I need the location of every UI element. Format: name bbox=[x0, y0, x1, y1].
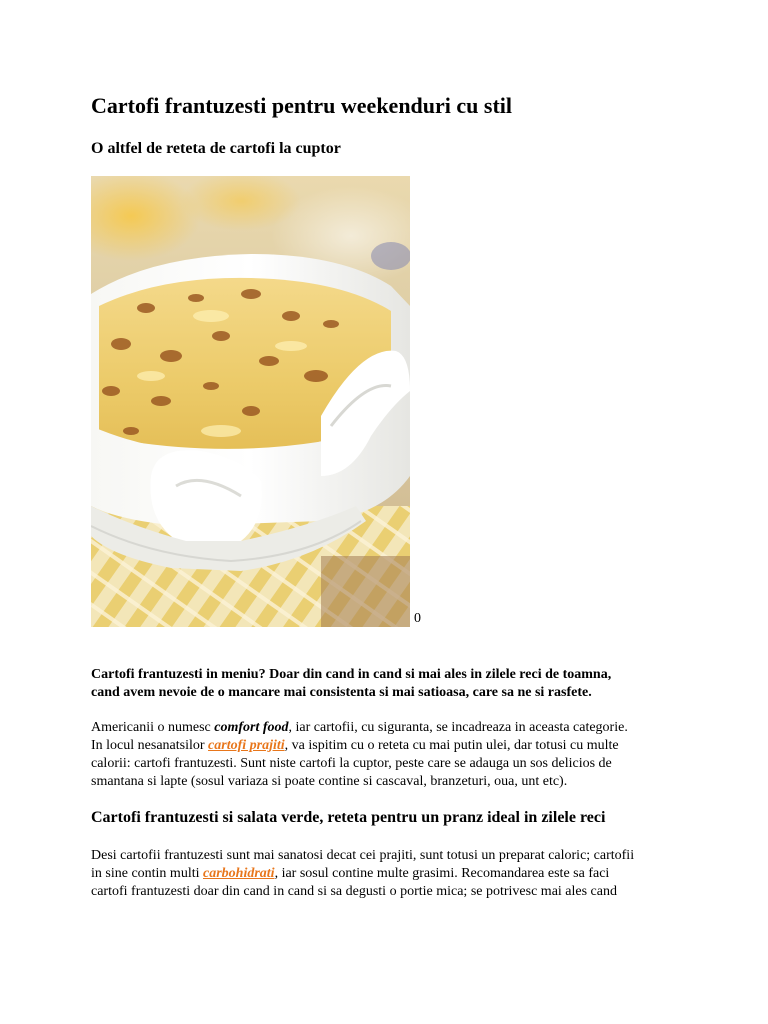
intro-line: cand avem nevoie de o mancare mai consistenta si mai satioasa, care sa ne si rasfete. bbox=[91, 685, 592, 700]
paragraph-line: calorii: cartofi frantuzesti. Sunt niste cartofi la cuptor, peste care se adauga un sos delicios de bbox=[91, 756, 612, 771]
link-cartofi-prajiti[interactable]: cartofi prajiti bbox=[208, 738, 285, 753]
emphasis-comfort-food: comfort food bbox=[214, 720, 289, 735]
image-caption: 0 bbox=[414, 611, 421, 626]
text-run: , iar cartofii, cu siguranta, se incadreaza in aceasta categorie. bbox=[288, 720, 628, 735]
text-run: , iar sosul contine multe grasimi. Recomandarea este sa faci bbox=[274, 866, 610, 881]
text-run: Americanii o numesc bbox=[91, 720, 215, 735]
section-heading: Cartofi frantuzesti si salata verde, reteta pentru un pranz ideal in zilele reci bbox=[91, 809, 606, 826]
paragraph-line: smantana si lapte (sosul variaza si poate contine si cascaval, branzeturi, oua, unt etc). bbox=[91, 774, 568, 789]
body-paragraph bbox=[91, 847, 691, 901]
paragraph-line bbox=[91, 865, 691, 883]
paragraph-line: Desi cartofii frantuzesti sunt mai sanatosi decat cei prajiti, sunt totusi un preparat caloric; cartofii bbox=[91, 848, 635, 863]
text-run: In locul nesanatsilor bbox=[91, 738, 209, 753]
paragraph-line: cartofi frantuzesti doar din cand in cand si sa degusti o portie mica; se potrivesc mai ales cand bbox=[91, 884, 617, 899]
body-paragraph bbox=[91, 719, 691, 791]
text-run: in sine contin multi bbox=[91, 866, 203, 881]
paragraph-line bbox=[91, 719, 691, 737]
text-run: , va ispitim cu o reteta cu mai putin ulei, dar totusi cu multe bbox=[284, 738, 619, 753]
link-carbohidrati[interactable]: carbohidrati bbox=[203, 866, 275, 881]
article-title: Cartofi frantuzesti pentru weekenduri cu stil bbox=[91, 93, 513, 118]
article-subtitle: O altfel de reteta de cartofi la cuptor bbox=[91, 140, 341, 157]
intro-line: Cartofi frantuzesti in meniu? Doar din cand in cand si mai ales in zilele reci de toamna, bbox=[91, 667, 612, 682]
intro-paragraph bbox=[91, 666, 691, 702]
gratin-dish-photo bbox=[91, 176, 410, 627]
paragraph-line bbox=[91, 737, 691, 755]
